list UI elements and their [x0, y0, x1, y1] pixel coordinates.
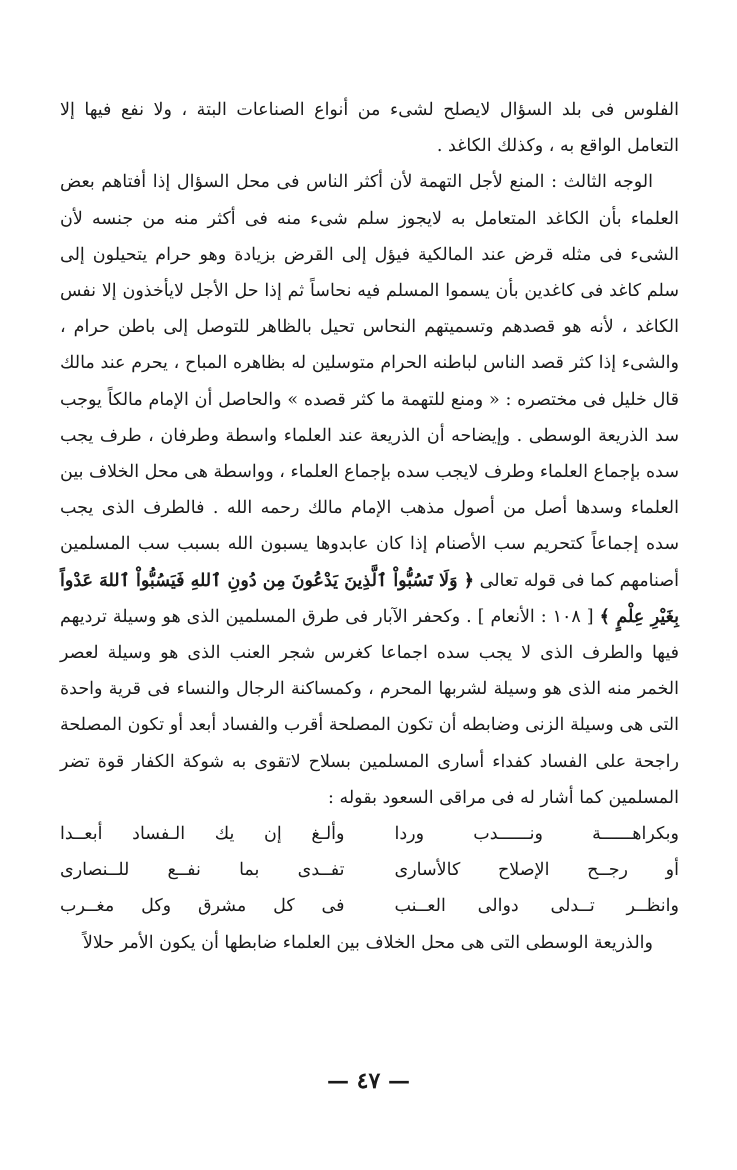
poem-hemistich-right: وانظــر تــدلى دوالى العــنب — [394, 896, 679, 917]
paragraph-third-aspect — [60, 164, 679, 816]
poem-hemistich-right: أو رجــح الإصلاح كالأسارى — [394, 860, 679, 881]
poem-hemistich-left: وألـغ إن يك الـفساد أبعــدا — [60, 824, 345, 845]
poem-hemistich-left: فى كل مشرق وكل مغــرب — [60, 896, 345, 917]
paragraph-text-after-verse: وكحفر الآبار فى طرق المسلمين الذى هو وسيلة ترديهم فيها والطرف الذى لا يجب سده اجماعا كغرس شجر العنب الذى هو وسيلة لعصر الخمر منه الذى هو وسيلة لشربها المحرم ، وكمساكنة الرجال والنساء فى قرية واحدة التى هى وسيلة الزنى وضابطه أن تكون المصلحة أقرب والفساد أبعد أو تكون المصلحة راجحة على الفساد كفداء أسارى المسلمين بسلاح لاتقوى به شوكة الكفار قوة تضر المسلمين كما أشار له فى مراقى السعود بقوله : — [60, 606, 679, 808]
closing-paragraph: والذريعة الوسطى التى هى محل الخلاف بين العلماء ضابطها أن يكون الأمر حلالاً — [82, 932, 653, 953]
body-text — [60, 92, 679, 961]
quran-verse: ﴿ وَلَا تَسُبُّواْ ٱلَّذِينَ يَدْعُونَ مِن دُونِ ٱللهِ فَيَسُبُّواْ ٱللهَ عَدْواً بِغَيْرِ عِلْمٍ ﴾ — [60, 570, 679, 627]
paragraph-continuation: الفلوس فى بلد السؤال لايصلح لشىء من أنواع الصناعات البتة ، ولا نفع فيها إلا التعامل الواقع به ، وكذلك الكاغد . — [60, 100, 679, 157]
page-number: — ٤٧ — — [327, 1068, 410, 1094]
poem-line — [60, 816, 679, 852]
paragraph-text-before-verse: الوجه الثالث : المنع لأجل التهمة لأن أكثر الناس فى محل السؤال إذا أفتاهم بعض العلماء بأن الكاغد المتعامل به لايجوز سلم شىء منه فى أكثر منه من جنسه لأن الشىء فى مثله قرض عند المالكية فيؤل إلى القرض بزيادة وهو حرام يتحيلون إلى سلم كاغد فى كاغدين بأن يسموا المسلم فيه نحاساً ثم إذا حل الأجل لايأخذون إلا نفس الكاغد ، لأنه هو قصدهم وتسميتهم النحاس تحيل بالظاهر للتوصل إلى باطن حرام ، والشىء إذا كثر قصد الناس لباطنه الحرام متوسلين له بظاهره المباح ، يحرم عند مالك قال خليل فى مختصره : « ومنع للتهمة ما كثر قصده » والحاصل أن الإمام مالكاً يوجب سد الذريعة الوسطى . وإيضاحه أن الذريعة عند العلماء واسطة وطرفان ، طرف يجب سده بإجماع العلماء وطرف لايجب سده بإجماع العلماء ، وواسطة هى محل الخلاف بين العلماء وسدها أصل من أصول مذهب الإمام مالك رحمه الله . فالطرف الذى يجب سده إجماعاً كتحريم سب الأصنام إذا كان عابدوها يسبون الله بسبب سب المسلمين أصنامهم كما فى قوله تعالى — [60, 172, 679, 591]
poem-hemistich-left: تفــدى بما نفــع للــنصارى — [60, 860, 345, 881]
poem-hemistich-right: وبكراهــــــة ونــــــدب وردا — [394, 824, 679, 845]
poem-line — [60, 888, 679, 924]
verse-reference: [ ١٠٨ : الأنعام ] . — [466, 606, 594, 627]
poem-line — [60, 852, 679, 888]
